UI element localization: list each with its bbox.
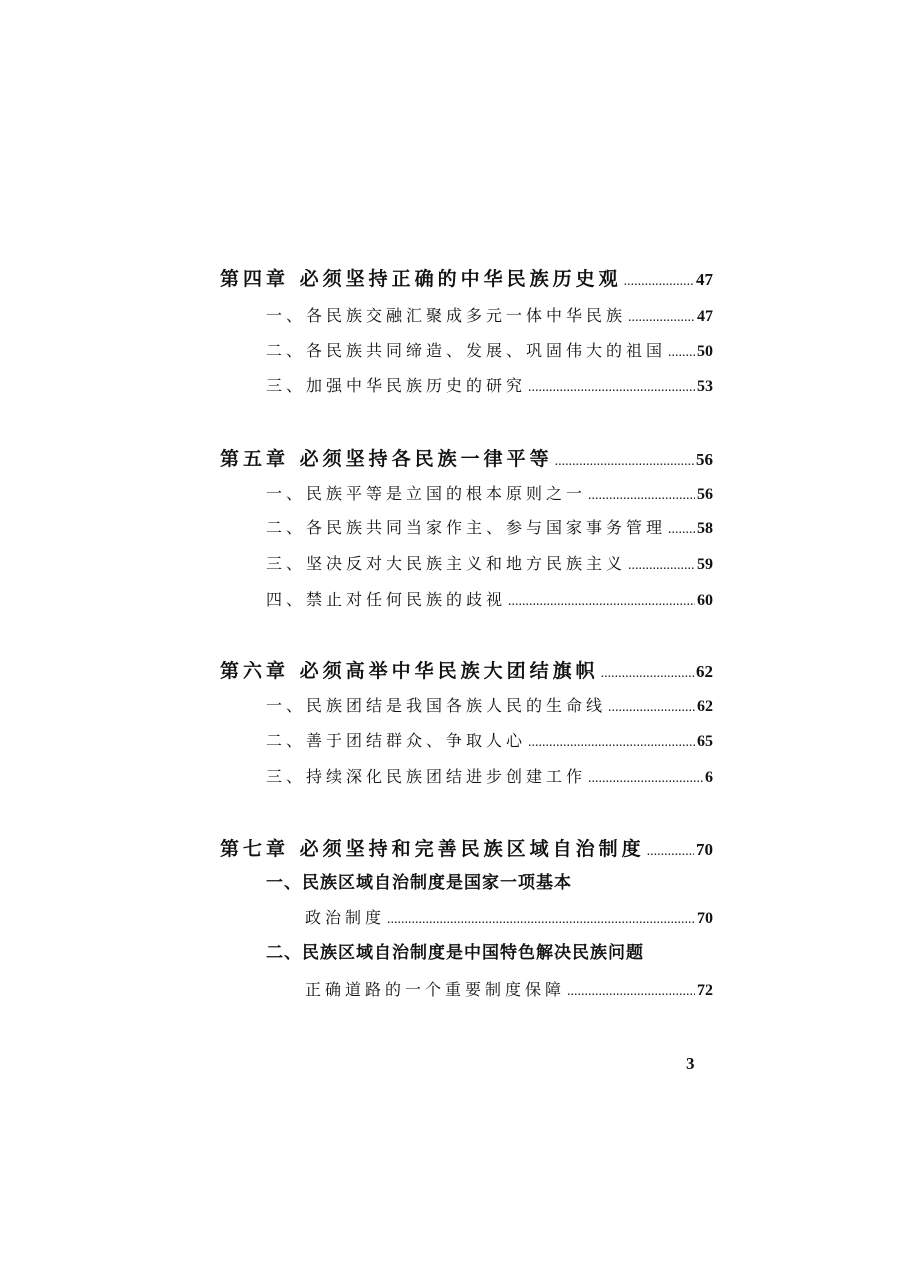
section-title: 四、禁止对任何民族的歧视: [266, 590, 507, 609]
leader-dots: [528, 736, 695, 750]
chapter-title: 第四章 必须坚持正确的中华民族历史观: [220, 268, 622, 290]
leader-dots: [528, 381, 695, 395]
section-title: 二、各民族共同缔造、发展、巩固伟大的祖国: [266, 341, 667, 360]
page-ref: 50: [697, 343, 713, 360]
toc-section[interactable]: [266, 308, 713, 325]
section-title-continued: 正确道路的一个重要制度保障: [305, 980, 566, 999]
section-title: 一、民族团结是我国各族人民的生命线: [266, 696, 607, 715]
toc-section[interactable]: [266, 769, 713, 786]
chapter-title: 第七章 必须坚持和完善民族区域自治制度: [220, 838, 645, 860]
toc-section-heading[interactable]: [266, 945, 713, 962]
toc-section[interactable]: [266, 520, 713, 537]
toc-section[interactable]: [266, 698, 713, 715]
page-ref: 47: [696, 270, 713, 289]
leader-dots: [588, 489, 695, 503]
toc-section[interactable]: [266, 592, 713, 609]
leader-dots: [628, 311, 695, 325]
toc-chapter-6[interactable]: [220, 662, 713, 681]
page-ref: 65: [697, 733, 713, 750]
page-ref: 70: [697, 910, 713, 927]
page-ref: 62: [697, 698, 713, 715]
chapter-title: 第五章 必须坚持各民族一律平等: [220, 448, 553, 470]
page-ref: 6: [705, 769, 713, 786]
section-title: 三、持续深化民族团结进步创建工作: [266, 767, 587, 786]
page-ref: 56: [697, 486, 713, 503]
toc-section[interactable]: [266, 486, 713, 503]
toc-section[interactable]: [266, 343, 713, 360]
page-ref: 56: [696, 450, 713, 469]
page-ref: 72: [697, 982, 713, 999]
chapter-title: 第六章 必须高举中华民族大团结旗帜: [220, 660, 599, 682]
page-ref: 53: [697, 378, 713, 395]
leader-dots: [588, 772, 703, 786]
section-title: 一、各民族交融汇聚成多元一体中华民族: [266, 306, 627, 325]
toc-section-continuation[interactable]: [305, 982, 713, 999]
toc-section-heading[interactable]: [266, 875, 713, 892]
section-title: 二、民族区域自治制度是中国特色解决民族问题: [266, 943, 644, 963]
leader-dots: [508, 595, 695, 609]
page-ref: 58: [697, 520, 713, 537]
page-number: 3: [686, 1054, 695, 1073]
toc-section[interactable]: [266, 556, 713, 573]
leader-dots: [668, 523, 695, 537]
section-title: 三、坚决反对大民族主义和地方民族主义: [266, 554, 627, 573]
section-title: 三、加强中华民族历史的研究: [266, 376, 527, 395]
leader-dots: [668, 346, 695, 360]
page-ref: 62: [696, 662, 713, 681]
leader-dots: [608, 701, 695, 715]
toc-section[interactable]: [266, 733, 713, 750]
toc-chapter-7[interactable]: [220, 840, 713, 859]
page-ref: 59: [697, 556, 713, 573]
toc-section[interactable]: [266, 378, 713, 395]
page-ref: 60: [697, 592, 713, 609]
leader-dots: [647, 845, 694, 859]
section-title: 一、民族平等是立国的根本原则之一: [266, 484, 587, 503]
section-title-continued: 政治制度: [305, 908, 386, 927]
toc-chapter-5[interactable]: [220, 450, 713, 469]
page-ref: 70: [696, 840, 713, 859]
toc-section-continuation[interactable]: [305, 910, 713, 927]
section-title: 一、民族区域自治制度是国家一项基本: [266, 873, 572, 893]
section-title: 二、善于团结群众、争取人心: [266, 731, 527, 750]
leader-dots: [601, 667, 694, 681]
leader-dots: [624, 275, 694, 289]
leader-dots: [555, 455, 694, 469]
leader-dots: [628, 559, 695, 573]
toc-chapter-4[interactable]: [220, 270, 713, 289]
page-ref: 47: [697, 308, 713, 325]
leader-dots: [567, 985, 695, 999]
section-title: 二、各民族共同当家作主、参与国家事务管理: [266, 518, 667, 537]
leader-dots: [387, 913, 695, 927]
